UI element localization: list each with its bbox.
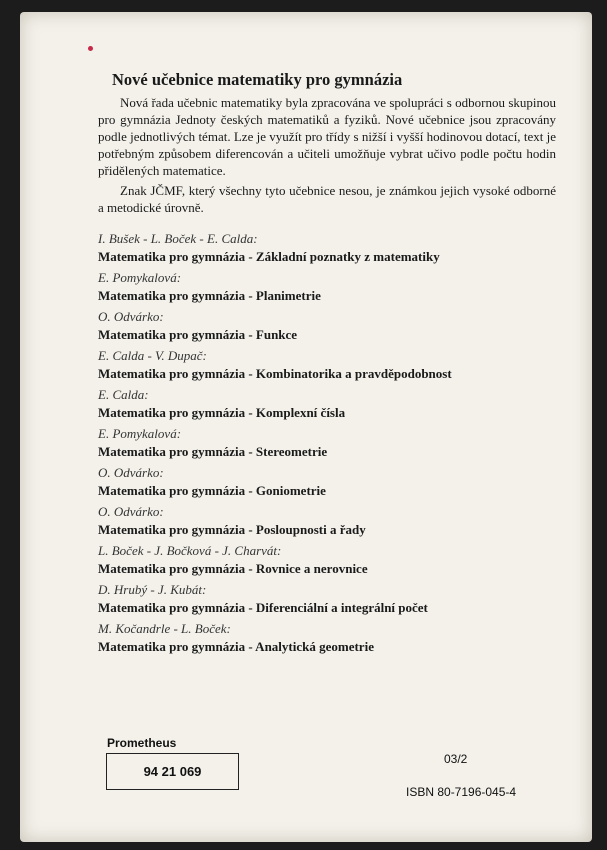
book-authors: O. Odvárko:: [98, 465, 164, 480]
book-authors: I. Bušek - L. Boček - E. Calda:: [98, 231, 258, 246]
isbn-number: ISBN 80-7196-045-4: [406, 785, 517, 799]
book-authors: O. Odvárko:: [98, 504, 164, 519]
book-authors: L. Boček - J. Bočková - J. Charvát:: [98, 543, 282, 558]
book-item: [98, 620, 556, 656]
book-item: [98, 347, 556, 383]
book-authors: D. Hrubý - J. Kubát:: [98, 582, 207, 597]
book-title: Matematika pro gymnázia - Diferenciální a integrální počet: [98, 600, 428, 615]
product-code-box: [106, 753, 239, 790]
book-item: [98, 425, 556, 461]
book-item: [98, 503, 556, 539]
intro-paragraph-1: Nová řada učebnic matematiky byla zpracována ve spolupráci s odbornou skupinou pro gymnázia Jednoty českých matematiků a fyziků. Nové učebnice jsou zpracovány podle jednotlivých témat. Lze je využít pro třídy s nižší i vyšší hodinovou dotací, text je potřebným způsobem diferencován a učiteli umožňuje vybrat učivo podle počtu hodin přidělených matematice.: [98, 95, 556, 178]
book-item: [98, 542, 556, 578]
book-title: Matematika pro gymnázia - Komplexní čísla: [98, 405, 346, 420]
book-item: [98, 230, 556, 266]
page-title: Nové učebnice matematiky pro gymnázia: [112, 70, 403, 89]
book-authors: E. Calda - V. Dupač:: [98, 348, 207, 363]
book-title: Matematika pro gymnázia - Planimetrie: [98, 288, 321, 303]
book-authors: O. Odvárko:: [98, 309, 164, 324]
product-code: 94 21 069: [143, 764, 202, 779]
book-title: Matematika pro gymnázia - Posloupnosti a řady: [98, 522, 366, 537]
book-back-cover: [20, 12, 592, 842]
publisher-name: Prometheus: [107, 736, 177, 750]
book-item: [98, 464, 556, 500]
intro-paragraph-2: Znak JČMF, který všechny tyto učebnice nesou, je známkou jejich vysoké odborné a metodické úrovně.: [98, 183, 556, 215]
cover-text: [98, 70, 556, 659]
book-title: Matematika pro gymnázia - Goniometrie: [98, 483, 326, 498]
book-item: [98, 581, 556, 617]
book-authors: E. Pomykalová:: [98, 270, 182, 285]
book-title: Matematika pro gymnázia - Stereometrie: [98, 444, 328, 459]
book-title: Matematika pro gymnázia - Rovnice a nerovnice: [98, 561, 368, 576]
book-list: [98, 230, 556, 656]
book-authors: E. Calda:: [98, 387, 149, 402]
book-title: Matematika pro gymnázia - Funkce: [98, 327, 298, 342]
book-title: Matematika pro gymnázia - Základní poznatky z matematiky: [98, 249, 440, 264]
book-item: [98, 269, 556, 305]
book-item: [98, 308, 556, 344]
book-item: [98, 386, 556, 422]
edition-code: 03/2: [444, 752, 468, 766]
book-authors: M. Kočandrle - L. Boček:: [98, 621, 231, 636]
book-title: Matematika pro gymnázia - Analytická geometrie: [98, 639, 374, 654]
stain-mark: [88, 46, 93, 51]
book-title: Matematika pro gymnázia - Kombinatorika a pravděpodobnost: [98, 366, 452, 381]
book-authors: E. Pomykalová:: [98, 426, 182, 441]
